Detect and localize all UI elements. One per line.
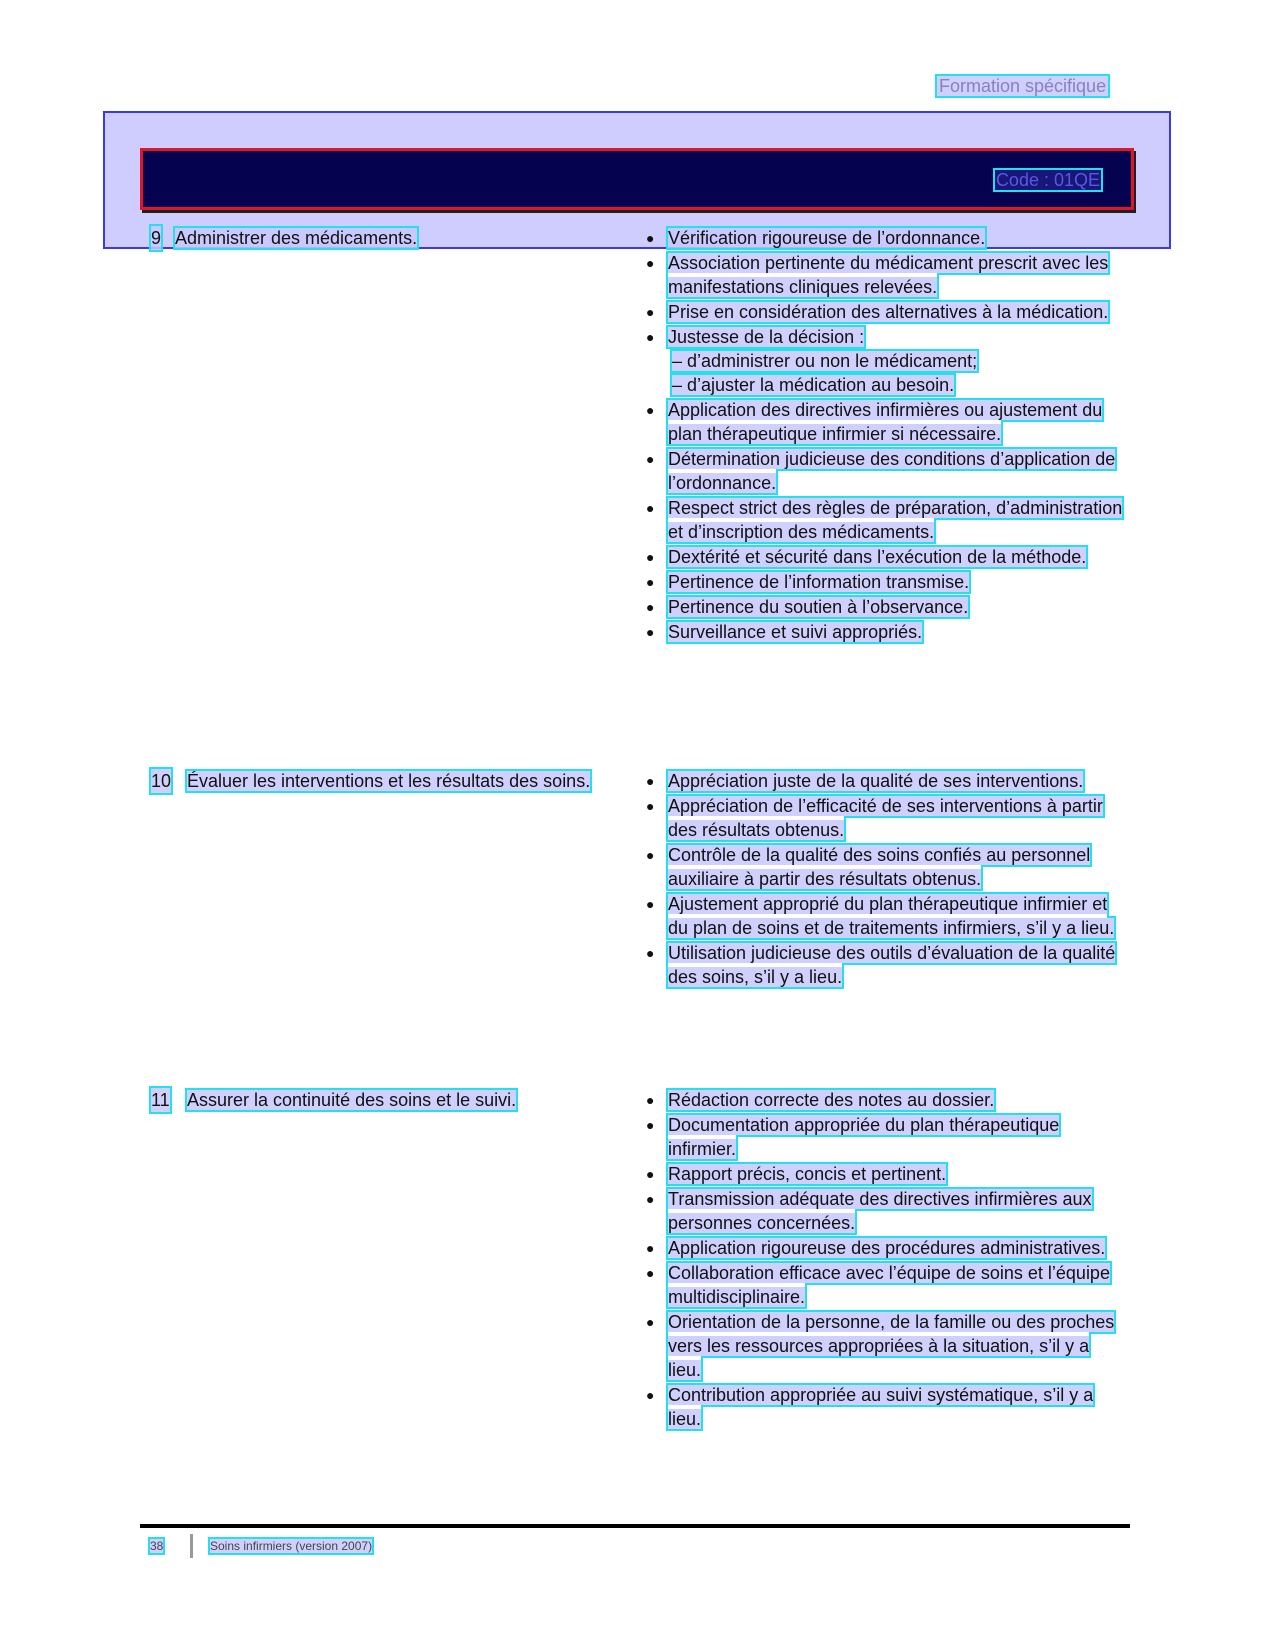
criterion-item: ● Documentation appropriée du plan thérapeutique infirmier.: [646, 1115, 1060, 1159]
page-number: 38: [150, 1539, 164, 1553]
bullet-icon: ●: [646, 773, 655, 789]
bullet-icon: ●: [646, 1117, 655, 1133]
bullet-icon: ●: [646, 230, 655, 246]
code-band: [140, 148, 1134, 210]
bullet-icon: ●: [646, 1387, 655, 1403]
footer-rule: [140, 1524, 1130, 1528]
bullet-icon: ●: [646, 500, 655, 516]
criterion-item: ● Orientation de la personne, de la famille ou des proches vers les ressources appropriées à la situation, s’il y a lieu.: [646, 1312, 1115, 1380]
criterion-item: ● Ajustement approprié du plan thérapeutique infirmier et du plan de soins et de traitements infirmiers, s’il y a lieu.: [646, 894, 1115, 938]
criterion-item: ● Collaboration efficace avec l’équipe de soins et l’équipe multidisciplinaire.: [646, 1263, 1110, 1307]
bullet-icon: ●: [646, 1166, 655, 1182]
criteria-list-9: [646, 226, 1126, 645]
element-text: Administrer des médicaments.: [175, 228, 418, 248]
criterion-item: ● Dextérité et sécurité dans l’exécution de la méthode.: [646, 547, 1087, 567]
bullet-icon: ●: [646, 255, 655, 271]
criterion-item: ● Rédaction correcte des notes au dossier.: [646, 1090, 995, 1110]
bullet-icon: ●: [646, 798, 655, 814]
bullet-icon: ●: [646, 304, 655, 320]
element-text: Évaluer les interventions et les résultats des soins.: [187, 771, 591, 791]
criterion-item: ● Application des directives infirmières ou ajustement du plan thérapeutique infirmier si nécessaire.: [646, 400, 1103, 444]
running-header: Formation spécifique: [939, 76, 1107, 96]
criterion-item: ● Appréciation juste de la qualité de ses interventions.: [646, 771, 1084, 791]
criterion-item: ● Respect strict des règles de préparation, d’administration et d’inscription des médicaments.: [646, 498, 1123, 542]
element-number: 9: [151, 228, 162, 248]
bullet-icon: ●: [646, 945, 655, 961]
competency-element-10: [151, 769, 641, 793]
bullet-icon: ●: [646, 402, 655, 418]
bullet-icon: ●: [646, 599, 655, 615]
bullet-icon: ●: [646, 624, 655, 640]
element-text: Assurer la continuité des soins et le suivi.: [187, 1090, 517, 1110]
bullet-icon: ●: [646, 896, 655, 912]
criterion-item: ● Application rigoureuse des procédures administratives.: [646, 1238, 1106, 1258]
criterion-item: ● Prise en considération des alternatives à la médication.: [646, 302, 1109, 322]
criterion-item: ● Pertinence du soutien à l’observance.: [646, 597, 969, 617]
bullet-icon: ●: [646, 847, 655, 863]
criterion-item: ● Justesse de la décision : – d’administrer ou non le médicament; – d’ajuster la médication au besoin.: [646, 327, 978, 395]
element-number: 10: [151, 771, 172, 791]
criterion-item: ● Pertinence de l’information transmise.: [646, 572, 970, 592]
bullet-icon: ●: [646, 329, 655, 345]
criterion-item: ● Vérification rigoureuse de l’ordonnance.: [646, 228, 986, 248]
bullet-icon: ●: [646, 574, 655, 590]
bullet-icon: ●: [646, 1265, 655, 1281]
document-title: Soins infirmiers (version 2007): [210, 1539, 373, 1553]
competency-element-9: [151, 226, 641, 250]
program-code: Code : 01QE: [995, 170, 1100, 190]
criterion-item: ● Contrôle de la qualité des soins confiés au personnel auxiliaire à partir des résultats obtenus.: [646, 845, 1091, 889]
criterion-item: ● Surveillance et suivi appropriés.: [646, 622, 923, 642]
criterion-item: ● Détermination judicieuse des conditions d’application de l’ordonnance.: [646, 449, 1116, 493]
footer-separator: [190, 1534, 193, 1558]
criteria-list-11: [646, 1088, 1126, 1432]
bullet-icon: ●: [646, 1314, 655, 1330]
criterion-item: ● Rapport précis, concis et pertinent.: [646, 1164, 947, 1184]
bullet-icon: ●: [646, 1240, 655, 1256]
criteria-list-10: [646, 769, 1126, 990]
criterion-subitem: – d’ajuster la médication au besoin.: [672, 375, 955, 395]
criterion-item: ● Transmission adéquate des directives infirmières aux personnes concernées.: [646, 1189, 1092, 1233]
criterion-item: ● Appréciation de l’efficacité de ses interventions à partir des résultats obtenus.: [646, 796, 1103, 840]
competency-element-11: [151, 1088, 641, 1112]
criterion-subitem: – d’administrer ou non le médicament;: [672, 351, 978, 371]
criterion-item: ● Association pertinente du médicament prescrit avec les manifestations cliniques relevées.: [646, 253, 1109, 297]
element-number: 11: [151, 1090, 170, 1110]
bullet-icon: ●: [646, 451, 655, 467]
criterion-item: ● Contribution appropriée au suivi systématique, s’il y a lieu.: [646, 1385, 1094, 1429]
bullet-icon: ●: [646, 1092, 655, 1108]
criterion-item: ● Utilisation judicieuse des outils d’évaluation de la qualité des soins, s’il y a lieu.: [646, 943, 1116, 987]
bullet-icon: ●: [646, 549, 655, 565]
bullet-icon: ●: [646, 1191, 655, 1207]
